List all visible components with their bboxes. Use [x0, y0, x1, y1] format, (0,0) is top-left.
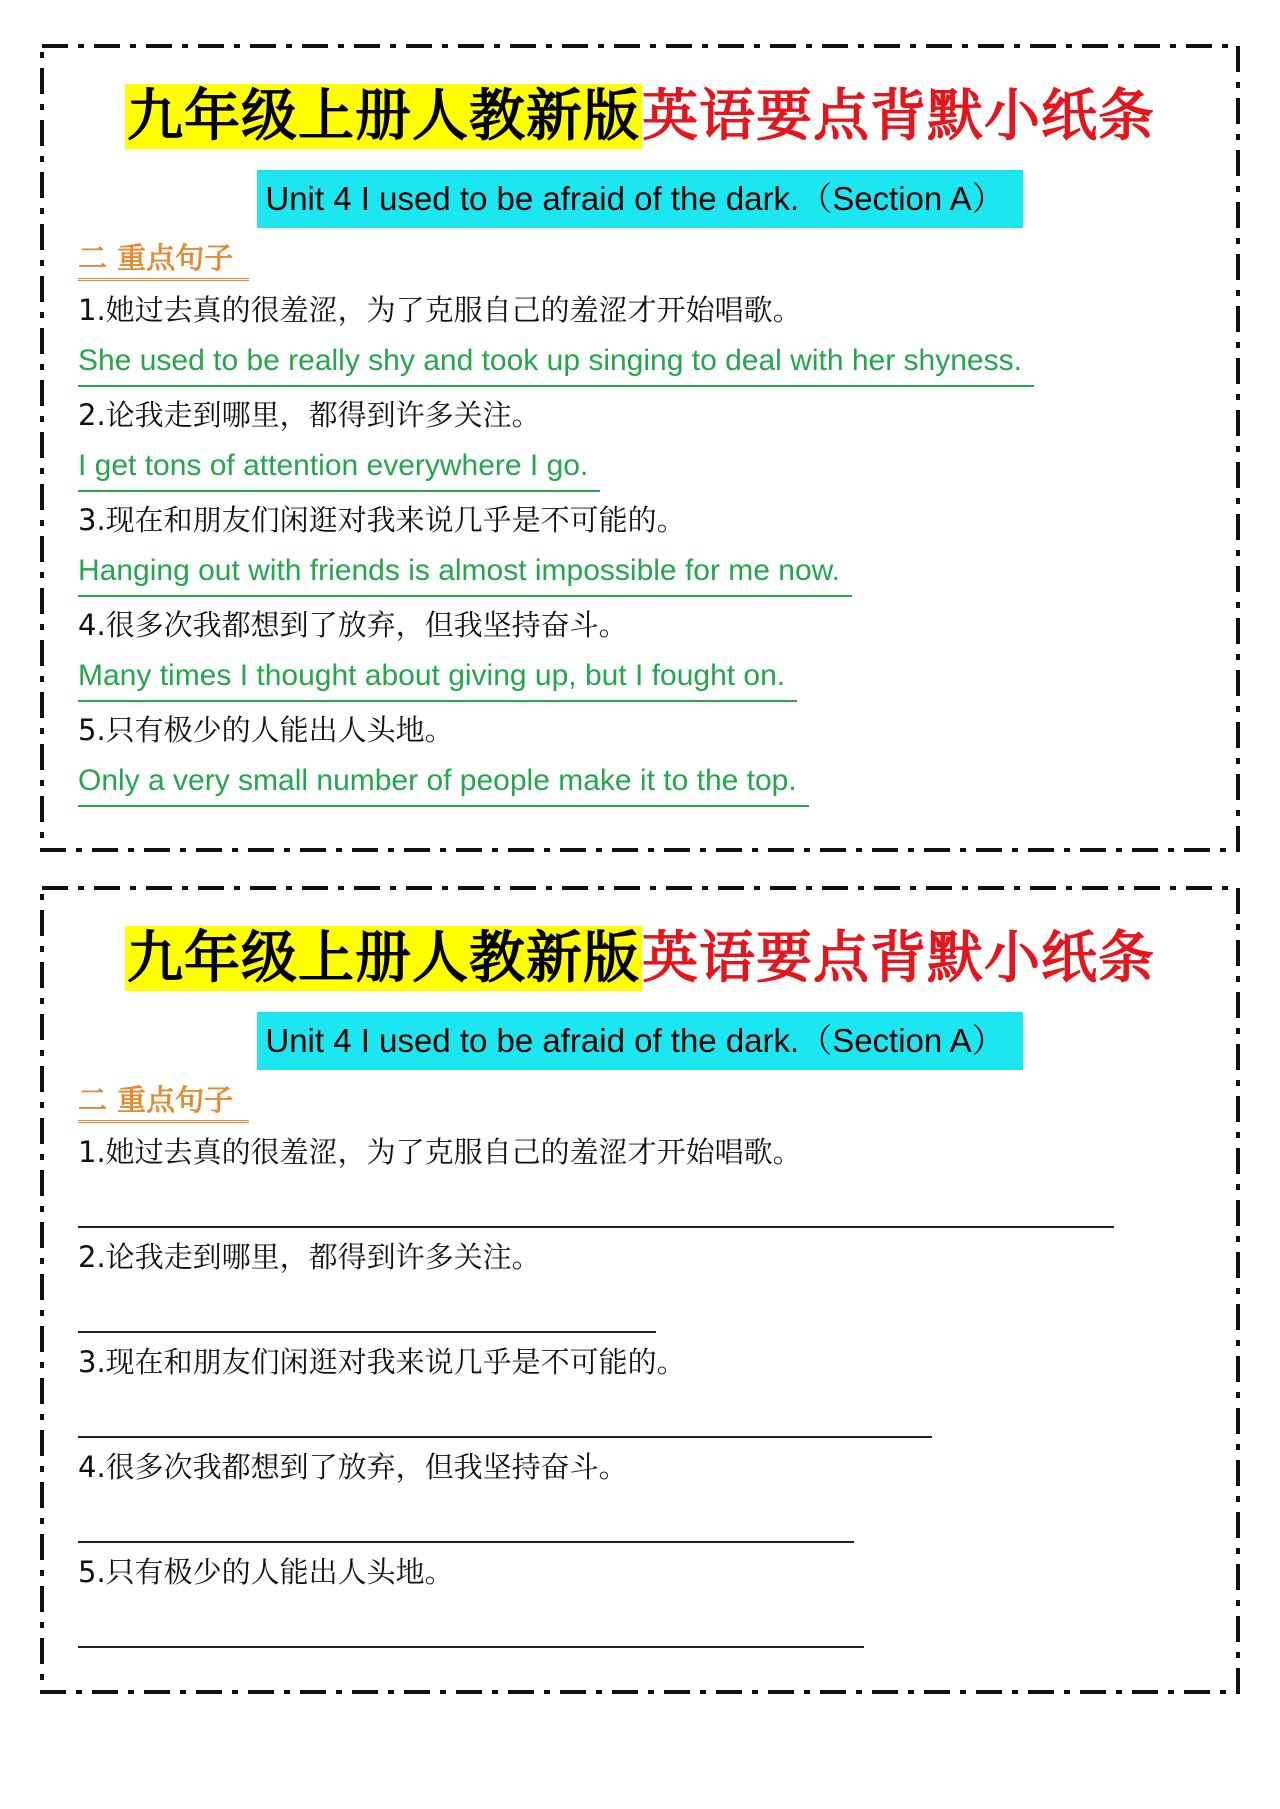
sentence-chinese: 4.很多次我都想到了放弃，但我坚持奋斗。	[78, 608, 628, 642]
sentence-english: Hanging out with friends is almost impossible for me now.	[78, 547, 852, 597]
sentence-chinese: 5.只有极少的人能出人头地。	[78, 1555, 454, 1589]
sentence-item	[78, 705, 1238, 810]
sentence-english: She used to be really shy and took up singing to deal with her shyness.	[78, 337, 1034, 387]
sentence-item	[78, 390, 1238, 495]
title-highlight: 九年级上册人教新版	[127, 926, 640, 991]
page-title	[42, 910, 1238, 1008]
sentence-item	[78, 1127, 1238, 1232]
answer-card	[42, 46, 1238, 850]
sentence-english: I get tons of attention everywhere I go.	[78, 442, 600, 492]
answer-blank[interactable]	[78, 1646, 864, 1648]
answer-blank[interactable]	[78, 1331, 656, 1333]
sentence-list	[78, 1127, 1238, 1652]
sentence-chinese: 3.现在和朋友们闲逛对我来说几乎是不可能的。	[78, 503, 686, 537]
sentence-chinese: 4.很多次我都想到了放弃，但我坚持奋斗。	[78, 1450, 628, 1484]
section-heading: 二 重点句子	[78, 1080, 249, 1123]
sentence-chinese: 1.她过去真的很羞涩，为了克服自己的羞涩才开始唱歌。	[78, 1135, 802, 1169]
sentence-item	[78, 1232, 1238, 1337]
answer-blank[interactable]	[78, 1541, 854, 1543]
sentence-chinese: 3.现在和朋友们闲逛对我来说几乎是不可能的。	[78, 1345, 686, 1379]
sentence-english: Only a very small number of people make it to the top.	[78, 757, 809, 807]
title-red: 英语要点背默小纸条	[642, 84, 1155, 149]
answer-blank[interactable]	[78, 1226, 1114, 1228]
title-highlight: 九年级上册人教新版	[127, 84, 640, 149]
sentence-item	[78, 495, 1238, 600]
sentence-list	[78, 285, 1238, 810]
sentence-english: Many times I thought about giving up, but I fought on.	[78, 652, 797, 702]
unit-subtitle: Unit 4 I used to be afraid of the dark.（Section A）	[257, 170, 1022, 228]
sentence-item	[78, 600, 1238, 705]
title-red: 英语要点背默小纸条	[642, 926, 1155, 991]
sentence-chinese: 2.论我走到哪里，都得到许多关注。	[78, 398, 541, 432]
sentence-item	[78, 1337, 1238, 1442]
section-heading: 二 重点句子	[78, 238, 249, 281]
sentence-item	[78, 1547, 1238, 1652]
unit-subtitle: Unit 4 I used to be afraid of the dark.（Section A）	[257, 1012, 1022, 1070]
practice-card	[42, 888, 1238, 1692]
sentence-item	[78, 1442, 1238, 1547]
sentence-chinese: 5.只有极少的人能出人头地。	[78, 713, 454, 747]
sentence-chinese: 2.论我走到哪里，都得到许多关注。	[78, 1240, 541, 1274]
answer-blank[interactable]	[78, 1436, 932, 1438]
page-title	[42, 68, 1238, 166]
sentence-chinese: 1.她过去真的很羞涩，为了克服自己的羞涩才开始唱歌。	[78, 293, 802, 327]
sentence-item	[78, 285, 1238, 390]
